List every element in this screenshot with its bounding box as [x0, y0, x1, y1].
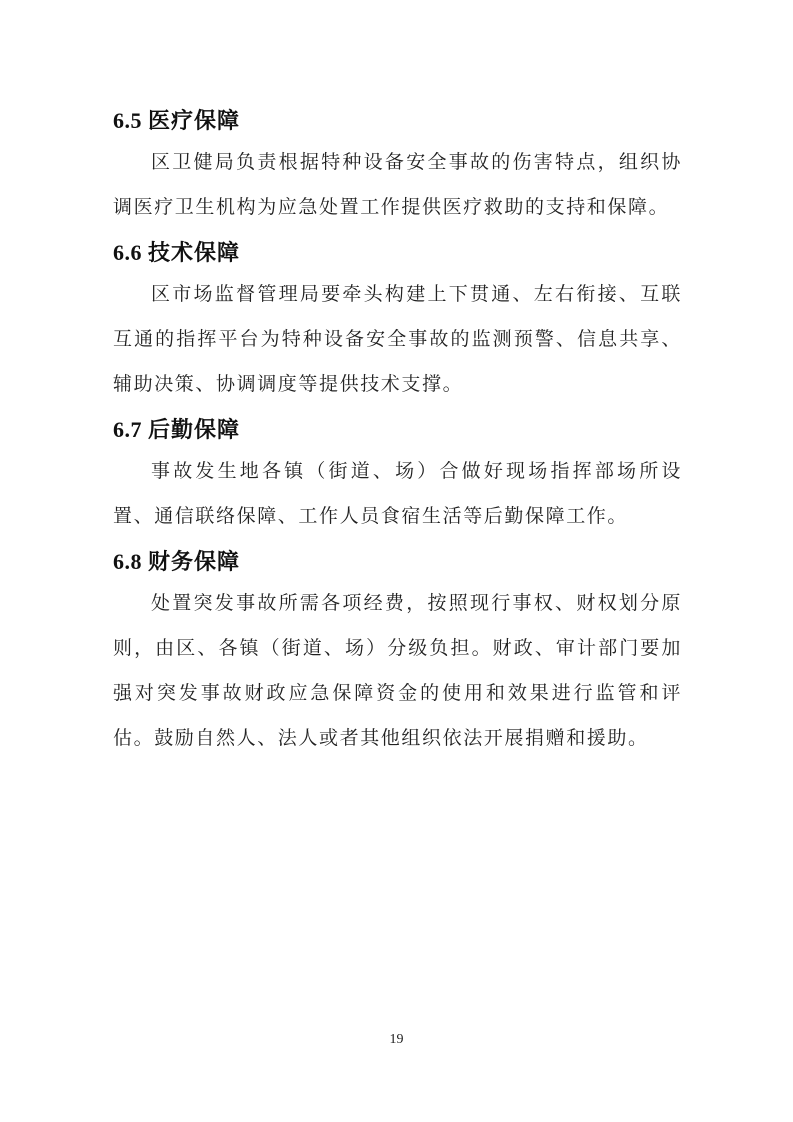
- section-heading: [113, 240, 682, 266]
- page-footer: [0, 1030, 793, 1048]
- body-paragraph: 区市场监督管理局要牵头构建上下贯通、左右衔接、互联互通的指挥平台为特种设备安全事故的监测预警、信息共享、辅助决策、协调调度等提供技术支撑。: [113, 284, 682, 395]
- section-heading-title: 财务保障: [148, 549, 241, 574]
- page-number: 19: [389, 1032, 404, 1047]
- section-heading-number: 6.8: [113, 549, 142, 574]
- section-heading-number: 6.6: [113, 240, 142, 265]
- section-heading: [113, 549, 682, 575]
- document-section: [113, 549, 682, 761]
- section-heading-title: 后勤保障: [148, 417, 241, 442]
- section-heading-number: 6.7: [113, 417, 142, 442]
- document-section: [113, 240, 682, 407]
- document-section: [113, 417, 682, 539]
- document-section: [113, 108, 682, 230]
- section-heading-number: 6.5: [113, 108, 142, 133]
- section-heading-title: 技术保障: [148, 240, 241, 265]
- body-paragraph: 处置突发事故所需各项经费，按照现行事权、财权划分原则，由区、各镇（街道、场）分级负担。财政、审计部门要加强对突发事故财政应急保障资金的使用和效果进行监管和评估。鼓励自然人、法人或者其他组织依法开展捐赠和援助。: [113, 593, 682, 749]
- section-heading: [113, 108, 682, 134]
- section-heading-title: 医疗保障: [148, 108, 241, 133]
- body-paragraph: 事故发生地各镇（街道、场）合做好现场指挥部场所设置、通信联络保障、工作人员食宿生活等后勤保障工作。: [113, 461, 682, 527]
- section-heading: [113, 417, 682, 443]
- body-paragraph: 区卫健局负责根据特种设备安全事故的伤害特点，组织协调医疗卫生机构为应急处置工作提供医疗救助的支持和保障。: [113, 152, 682, 218]
